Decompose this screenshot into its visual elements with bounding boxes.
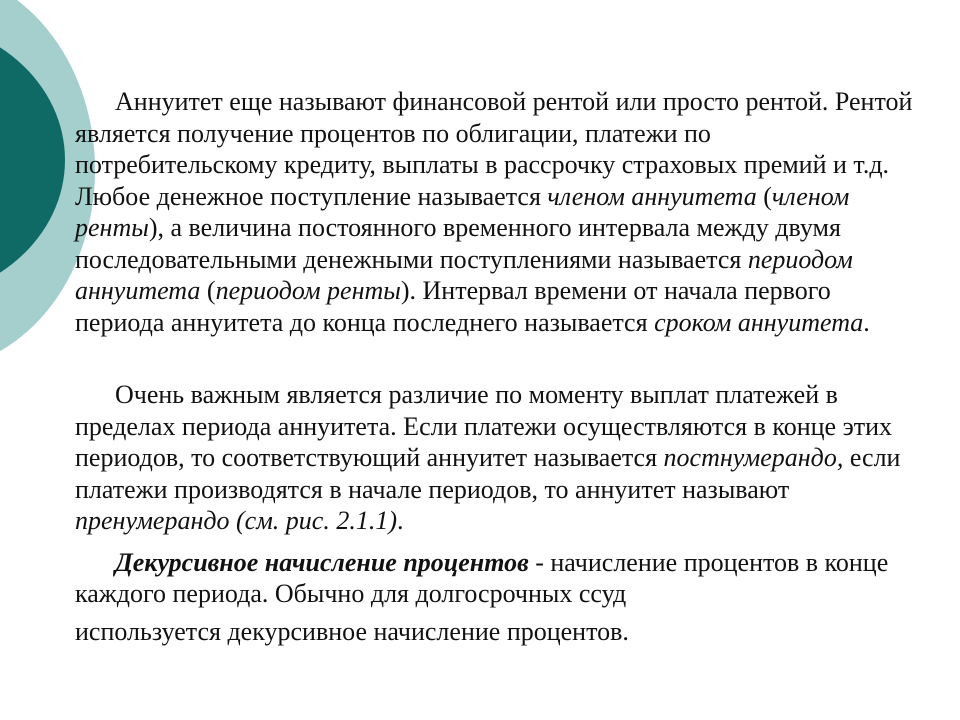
slide-text [75, 86, 915, 647]
term-annuity-member: членом аннуитета [547, 181, 757, 211]
term-annuity-period: периодом аннуитета [75, 244, 853, 305]
paragraph-decursive-interest: Декурсивное начисление процентов - начисление процентов в конце каждого периода. Обычно для долгосрочных ссуд используется декурсивное начисление процентов. [75, 547, 915, 648]
term-postnumerando: постнумерандо, [663, 443, 844, 472]
last-line: используется декурсивное начисление процентов. [75, 616, 629, 646]
paragraph-annuity-definition: Аннуитет еще называют финансовой рентой или просто рентой. Рентой является получение процентов по облигации, платежи по потребительскому кредиту, выплаты в рассрочку страховых премий и т.д. Любое денежное поступление называется членом аннуитета (членом ренты), а величина постоянного временного интервала между двумя последовательными денежными поступлениями называется периодом аннуитета (периодом ренты). Интервал времени от начала первого периода аннуитета до конца последнего называется сроком аннуитета. [75, 87, 913, 337]
term-annuity-term: сроком аннуитета [654, 307, 864, 337]
term-prenumerando: пренумерандо (см. рис. 2.1.1) [75, 506, 398, 535]
term-rent-member: членом ренты [75, 181, 850, 242]
paragraph-payment-timing: Очень важным является различие по моменту выплат платежей в пределах периода аннуитета. Если платежи осуществляются в конце этих периодов, то соответствующий аннуитет называется постнумерандо, если платежи производятся в начале периодов, то аннуитет называют пренумерандо (см. рис. 2.1.1). [75, 380, 901, 535]
term-decursive-interest: Декурсивное начисление процентов [115, 547, 529, 577]
term-rent-period: периодом ренты [215, 276, 401, 305]
